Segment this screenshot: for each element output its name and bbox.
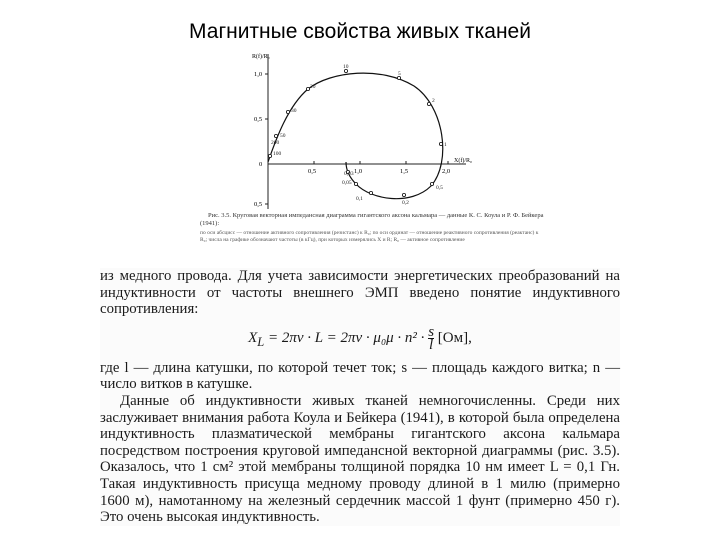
point-label: 50 [280, 133, 286, 139]
y-tick-label: 0,5 [254, 201, 263, 208]
inductive-reactance-formula [100, 323, 620, 353]
point-label: 10 [343, 64, 349, 70]
y-tick-label: 1,0 [254, 71, 263, 78]
impedance-curve [268, 73, 443, 199]
point-label: 1 [444, 142, 447, 148]
data-point [439, 142, 442, 145]
point-label: 20 [310, 84, 316, 90]
y-axis-label: R(f)/R₀ [252, 54, 270, 60]
point-label: 0,5 [436, 185, 443, 191]
data-point [402, 193, 405, 196]
data-point [274, 134, 277, 137]
formula-lhs: X [248, 329, 258, 346]
x-tick-label: 2,0 [442, 168, 451, 175]
x-tick-label: 1,0 [354, 168, 363, 175]
data-point [354, 182, 357, 185]
formula-unit: [Ом], [434, 329, 472, 346]
point-label: 200 [271, 140, 280, 146]
data-point [286, 110, 289, 113]
caption-main: Рис. 3.5. Круговая векторная импедансная диаграмма гигантского аксона кальмара — данные К. С. Коула и Р. Ф. Бейкера (1941): [200, 212, 544, 227]
data-point [369, 191, 372, 194]
formula-sub: L [257, 334, 265, 349]
formula-numerator: s [428, 323, 435, 340]
point-label: 2 [432, 98, 435, 104]
y-tick-label: 0,5 [254, 116, 263, 123]
point-label: 30 [291, 108, 297, 114]
scanned-text [100, 268, 620, 526]
slide-title: Магнитные свойства живых тканей [189, 20, 531, 43]
point-label: 0,2 [402, 200, 409, 206]
caption-note: по оси абсцисс — отношение активного сопротивления (резистанс) к R₀; по оси ординат — отношение реактивного сопротивления (реактанс) к R₀; числа на графике обозначают частоты (в кГц), при которых измерялись X и R; R₀ — активное сопротивление [200, 230, 539, 243]
formula-mid: = 2πν · L = 2πν · μ₀μ · n² · [264, 329, 429, 346]
y-tick-label: 0 [259, 161, 263, 168]
impedance-plot [196, 44, 546, 214]
point-label: 0,05 [342, 180, 352, 186]
paragraph: Данные об индуктивности живых тканей немногочисленны. Среди них заслуживает внимания работа Коула и Бейкера (1941), в которой была определена индуктивность плазматической мембраны гигантского аксона кальмара посредством построения круговой импедансной векторной диаграммы (рис. 3.5). Оказалось, что 1 см² этой мембраны толщиной порядка 10 нм имеет L = 0,1 Гн. Такая индуктивность присуща медному проводу длиной в 1 милю (примерно 1600 м), намотанному на железный сердечник массой 1 фунт (примерно 450 г). Это очень высокая индуктивность. [100, 392, 620, 526]
point-label: 5 [398, 71, 401, 77]
point-label: 100 [273, 151, 282, 157]
x-tick-label: 1,5 [400, 168, 409, 175]
point-label: 0,1 [356, 196, 363, 202]
figure-caption [200, 212, 545, 244]
x-axis-label: X(f)/R₀ [454, 158, 473, 164]
paragraph: из медного провода. Для учета зависимости энергетических преобразований на индуктивности от частоты внешнего ЭМП введено понятие индуктивного сопротивления: [100, 268, 620, 318]
data-point [427, 102, 430, 105]
formula-denominator: l [429, 336, 434, 353]
data-point [430, 182, 433, 185]
paragraph: где l — длина катушки, по которой течет ток; s — площадь каждого витка; n — число витков в катушке. [100, 359, 620, 393]
x-tick-label: 0,5 [308, 168, 317, 175]
point-label: 0,03 [344, 171, 354, 177]
data-point [268, 154, 271, 157]
